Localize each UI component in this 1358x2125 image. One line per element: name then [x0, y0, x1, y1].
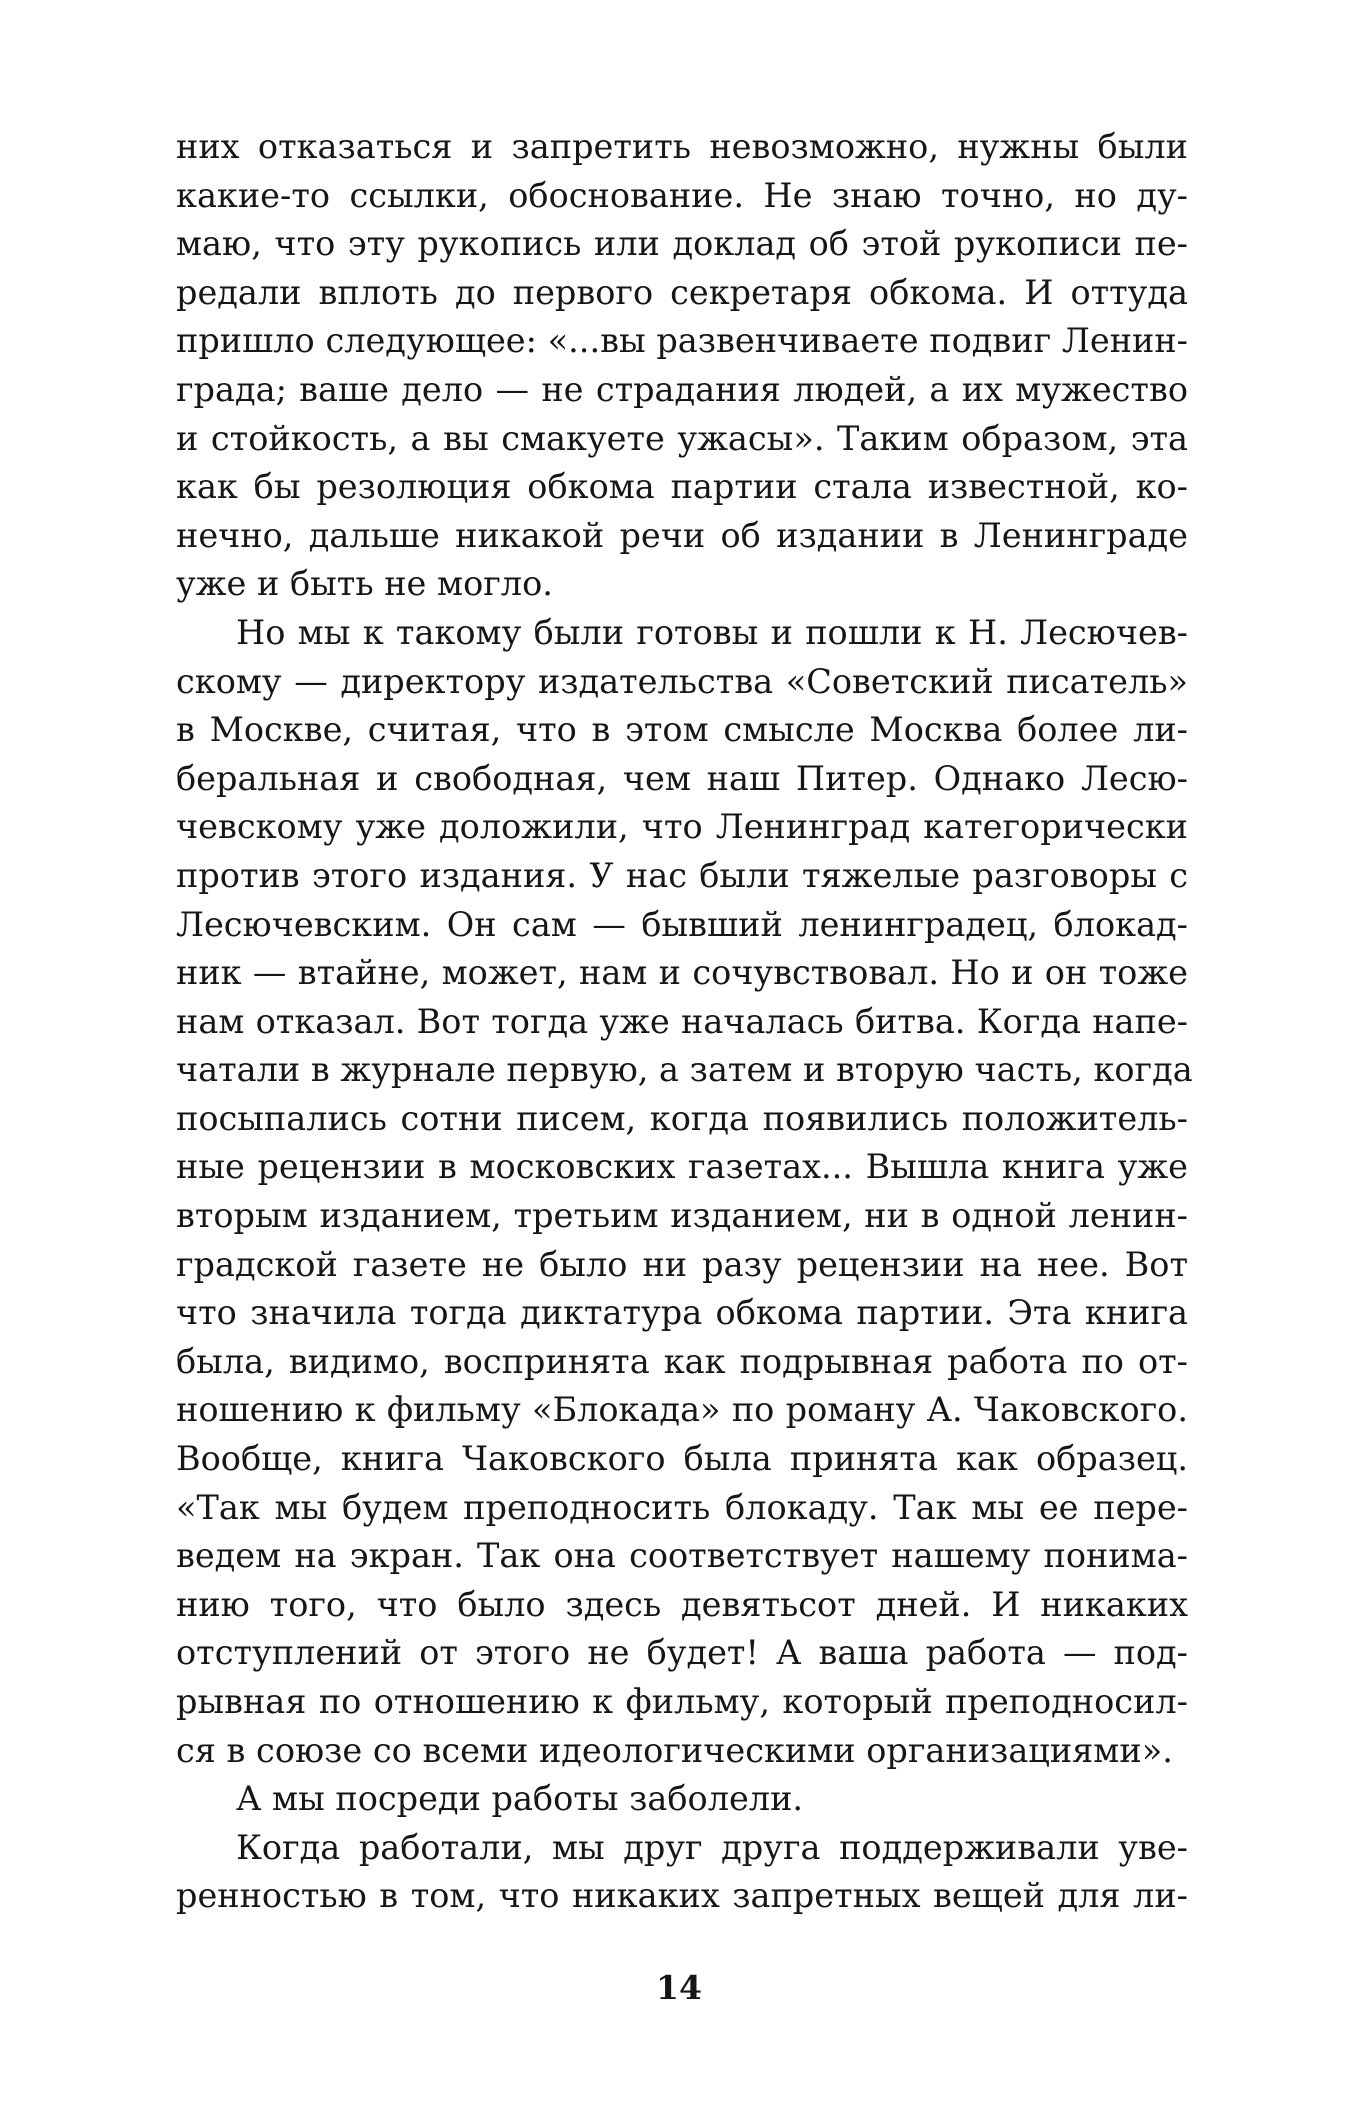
text-line: Лесючевским. Он сам — бывший ленинградец, блокад-	[176, 904, 1188, 944]
text-line: ся в союзе со всеми идеологическими организациями».	[176, 1730, 1173, 1770]
text-line: нечно, дальше никакой речи об издании в Ленинграде	[176, 515, 1188, 555]
text-line: ношению к фильму «Блокада» по роману А. Чаковского.	[176, 1390, 1188, 1430]
text-line: что значила тогда диктатура обкома партии. Эта книга	[176, 1293, 1188, 1333]
text-line: градской газете не было ни разу рецензии на нее. Вот	[176, 1244, 1188, 1284]
text-line: какие-то ссылки, обоснование. Не знаю точно, но ду-	[176, 175, 1188, 215]
text-line: града; ваше дело — не страдания людей, а их мужество	[176, 369, 1188, 409]
text-line: пришло следующее: «...вы развенчиваете подвиг Ленин-	[176, 321, 1188, 361]
text-line: чевскому уже доложили, что Ленинград категорически	[176, 807, 1188, 847]
body-text	[176, 123, 1193, 1921]
text-line: Вообще, книга Чаковского была принята как образец.	[176, 1439, 1188, 1479]
text-line: ведем на экран. Так она соответствует нашему понима-	[176, 1536, 1188, 1576]
text-line: чатали в журнале первую, а затем и вторую часть, когда	[176, 1050, 1193, 1090]
text-line: ные рецензии в московских газетах... Вышла книга уже	[176, 1147, 1188, 1187]
text-line: «Так мы будем преподносить блокаду. Так мы ее пере-	[176, 1487, 1188, 1527]
text-line: редали вплоть до первого секретаря обкома. И оттуда	[176, 272, 1188, 312]
page-number: 14	[656, 1968, 702, 2007]
text-line: отступлений от этого не будет! А ваша работа — под-	[176, 1633, 1188, 1673]
text-line: и стойкость, а вы смакуете ужасы». Таким образом, эта	[176, 418, 1188, 458]
text-line: рывная по отношению к фильму, который преподносил-	[176, 1682, 1188, 1721]
text-line: в Москве, считая, что в этом смысле Москва более ли-	[176, 710, 1188, 750]
text-line: нию того, что было здесь девятьсот дней. И никаких	[176, 1584, 1188, 1624]
text-line: против этого издания. У нас были тяжелые разговоры с	[176, 855, 1188, 895]
text-line: вторым изданием, третьим изданием, ни в одной ленин-	[176, 1196, 1188, 1236]
paragraph-first-line: А мы посреди работы заболели.	[236, 1779, 804, 1819]
text-line: ник — втайне, может, нам и сочувствовал. Но и он тоже	[176, 953, 1188, 993]
text-line: была, видимо, воспринята как подрывная работа по от-	[176, 1341, 1188, 1381]
paragraph-first-line: Но мы к такому были готовы и пошли к Н. Лесючев-	[236, 612, 1188, 652]
text-line: скому — директору издательства «Советский писатель»	[176, 661, 1188, 701]
text-line: беральная и свободная, чем наш Питер. Однако Лесю-	[176, 758, 1188, 798]
text-line: маю, что эту рукопись или доклад об этой рукописи пе-	[176, 224, 1188, 264]
text-line: них отказаться и запретить невозможно, нужны были	[176, 127, 1188, 166]
text-line: ренностью в том, что никаких запретных вещей для ли-	[176, 1876, 1188, 1916]
text-line: посыпались сотни писем, когда появились положитель-	[176, 1098, 1188, 1138]
text-line: нам отказал. Вот тогда уже началась битва. Когда напе-	[176, 1001, 1188, 1041]
paragraph-first-line: Когда работали, мы друг друга поддерживали уве-	[236, 1827, 1188, 1867]
text-line: как бы резолюция обкома партии стала известной, ко-	[176, 467, 1188, 507]
text-line: уже и быть не могло.	[176, 564, 553, 604]
